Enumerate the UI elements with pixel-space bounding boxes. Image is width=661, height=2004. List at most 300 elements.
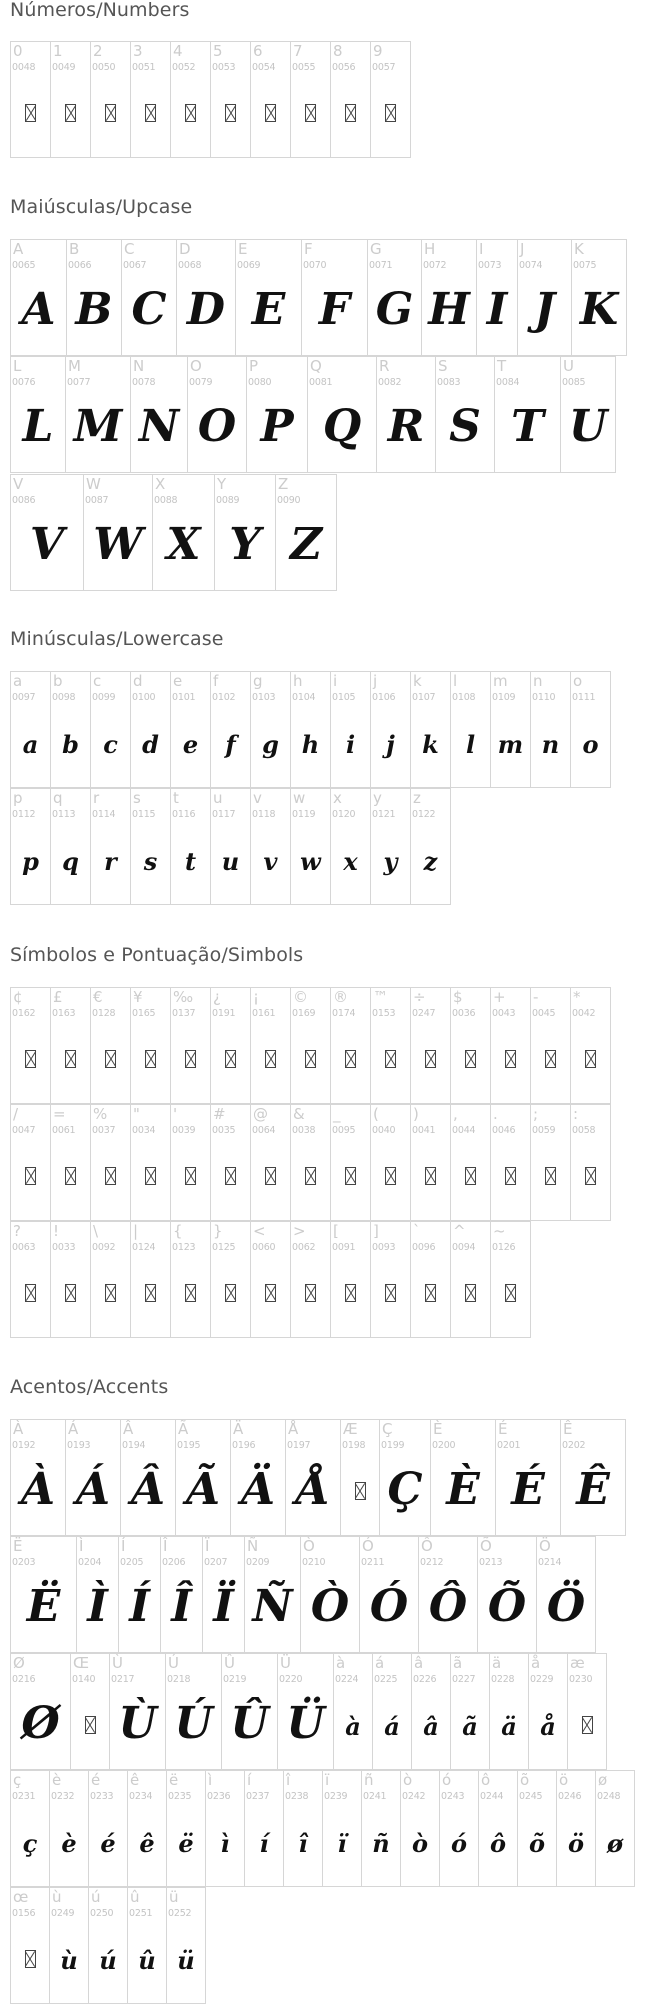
glyph-char-label: ¡ [253,988,260,1006]
missing-glyph-icon [11,1949,49,1973]
section-title-upcase: Maiúsculas/Upcase [10,196,193,218]
glyph-cell [290,1221,331,1338]
glyph-code-label: 0080 [248,377,272,388]
glyph-cell [410,1104,451,1221]
glyph-char-label: ê [130,1771,140,1789]
glyph-cell [450,671,491,788]
glyph-sample: Ù [118,1698,157,1749]
glyph-code-label: 0079 [189,377,213,388]
glyph-char-label: è [52,1771,62,1789]
glyph-code-label: 0206 [162,1557,186,1568]
glyph-char-label: ø [598,1771,608,1789]
glyph-code-label: 0104 [292,692,316,703]
glyph-char-label: ; [533,1105,539,1123]
missing-glyph-icon [341,1481,379,1505]
glyph-cell [230,1419,286,1536]
glyph-sample: G [375,284,414,335]
glyph-cell [490,1104,531,1221]
glyph-cell [450,1104,491,1221]
glyph-char-label: Ø [13,1654,25,1672]
glyph-cell [166,1887,206,2004]
glyph-sample: b [62,730,79,759]
glyph-code-label: 0121 [372,809,396,820]
glyph-sample: O [197,401,237,452]
missing-glyph-icon [568,1715,606,1739]
glyph-code-label: 0051 [132,62,156,73]
glyph-cell [285,1419,341,1536]
glyph-cell [130,1221,171,1338]
glyph-cell [160,1536,203,1653]
glyph-code-label: 0251 [129,1908,153,1919]
glyph-code-label: 0039 [172,1125,196,1136]
glyph-char-label: q [53,789,63,807]
glyph-char-label: Œ [73,1654,90,1672]
glyph-char-label: | [133,1222,139,1240]
glyph-code-label: 0099 [92,692,116,703]
glyph-cell [90,788,131,905]
glyph-cell [165,1653,222,1770]
missing-glyph-icon [331,1283,370,1307]
glyph-code-label: 0034 [132,1125,156,1136]
glyph-cell [130,356,188,473]
glyph-code-label: 0224 [335,1674,359,1685]
glyph-char-label: K [574,240,584,258]
glyph-char-label: t [173,789,179,807]
glyph-cell [560,1419,626,1536]
glyph-code-label: 0231 [12,1791,36,1802]
glyph-sample: Ë [26,1581,61,1632]
glyph-code-label: 0140 [72,1674,96,1685]
glyph-sample: q [62,847,79,876]
missing-glyph-icon [91,1283,130,1307]
glyph-code-label: 0212 [420,1557,444,1568]
glyph-code-label: 0082 [378,377,402,388]
glyph-char-label: I [479,240,484,258]
glyph-char-label: V [13,475,24,493]
glyph-cell [210,1104,251,1221]
glyph-code-label: 0040 [372,1125,396,1136]
glyph-sample: À [20,1464,56,1515]
glyph-code-label: 0229 [530,1674,554,1685]
glyph-cell [10,1419,66,1536]
glyph-cell [570,671,611,788]
glyph-cell [370,671,411,788]
glyph-code-label: 0220 [279,1674,303,1685]
missing-glyph-icon [131,103,170,127]
glyph-cell [170,987,211,1104]
glyph-code-label: 0098 [52,692,76,703]
glyph-sample: í [259,1829,269,1858]
glyph-code-label: 0213 [479,1557,503,1568]
missing-glyph-icon [11,103,50,127]
glyph-sample: j [386,730,395,759]
glyph-char-label: Ã [178,1420,189,1438]
glyph-row [10,41,410,158]
glyph-char-label: ^ [453,1222,466,1240]
missing-glyph-icon [531,1049,570,1073]
glyph-sample: à [345,1712,361,1741]
glyph-char-label: ä [492,1654,502,1672]
glyph-char-label: # [213,1105,226,1123]
glyph-char-label: ò [403,1771,413,1789]
glyph-code-label: 0036 [452,1008,476,1019]
glyph-cell [494,356,561,473]
missing-glyph-icon [251,103,290,127]
glyph-sample: I [486,284,508,335]
glyph-code-label: 0063 [12,1242,36,1253]
glyph-sample: ü [177,1946,195,1975]
missing-glyph-icon [451,1166,490,1190]
glyph-char-label: œ [13,1888,29,1906]
glyph-char-label: À [13,1420,24,1438]
glyph-char-label: Z [278,475,289,493]
glyph-char-label: > [293,1222,306,1240]
glyph-cell [290,41,331,158]
glyph-code-label: 0217 [111,1674,135,1685]
glyph-sample: ã [462,1712,478,1741]
glyph-code-label: 0122 [412,809,436,820]
glyph-cell [170,788,211,905]
glyph-cell [170,671,211,788]
glyph-char-label: W [86,475,101,493]
glyph-code-label: 0153 [372,1008,396,1019]
glyph-code-label: 0232 [51,1791,75,1802]
glyph-code-label: 0174 [332,1008,356,1019]
glyph-char-label: . [493,1105,498,1123]
glyph-code-label: 0169 [292,1008,316,1019]
glyph-sample: á [384,1712,400,1741]
glyph-char-label: J [520,240,525,258]
glyph-cell [187,356,247,473]
section-title-accents: Acentos/Accents [10,1376,169,1398]
glyph-code-label: 0062 [292,1242,316,1253]
glyph-code-label: 0249 [51,1908,75,1919]
glyph-sample: ù [60,1946,78,1975]
glyph-sample: Ö [546,1581,586,1632]
glyph-sample: è [61,1829,77,1858]
glyph-code-label: 0163 [52,1008,76,1019]
glyph-cell [205,1770,245,1887]
glyph-cell [210,788,251,905]
glyph-char-label: Ä [233,1420,244,1438]
glyph-sample: Ì [87,1581,108,1632]
glyph-cell [121,239,177,356]
glyph-cell [210,41,251,158]
glyph-sample: È [446,1464,480,1515]
missing-glyph-icon [11,1049,50,1073]
missing-glyph-icon [251,1166,290,1190]
glyph-code-label: 0058 [572,1125,596,1136]
glyph-code-label: 0043 [492,1008,516,1019]
glyph-cell [65,356,131,473]
glyph-cell [10,1536,77,1653]
glyph-sample: Ä [240,1464,276,1515]
glyph-char-label: ` [413,1222,421,1240]
glyph-code-label: 0045 [532,1008,556,1019]
glyph-sample: ä [501,1712,517,1741]
glyph-code-label: 0112 [12,809,36,820]
missing-glyph-icon [251,1283,290,1307]
glyph-code-label: 0218 [167,1674,191,1685]
glyph-row [10,474,336,591]
glyph-sample: Ê [576,1464,610,1515]
glyph-code-label: 0197 [287,1440,311,1451]
glyph-char-label: Î [163,1537,168,1555]
glyph-code-label: 0077 [67,377,91,388]
glyph-char-label: Ù [112,1654,123,1672]
glyph-cell [127,1770,167,1887]
glyph-char-label: ÷ [413,988,426,1006]
glyph-cell [90,671,131,788]
glyph-sample: Q [322,401,362,452]
glyph-char-label: Æ [343,1420,358,1438]
glyph-code-label: 0101 [172,692,196,703]
glyph-code-label: 0085 [562,377,586,388]
glyph-sample: ê [139,1829,155,1858]
glyph-cell [50,1104,91,1221]
glyph-cell [490,1221,531,1338]
glyph-sample: Î [171,1581,192,1632]
glyph-char-label: m [493,672,508,690]
glyph-cell [166,1770,206,1887]
missing-glyph-icon [131,1166,170,1190]
glyph-code-label: 0252 [168,1908,192,1919]
glyph-code-label: 0093 [372,1242,396,1253]
glyph-sample: S [449,401,481,452]
missing-glyph-icon [451,1049,490,1073]
glyph-sample: W [93,519,143,570]
glyph-sample: ó [450,1829,467,1858]
glyph-sample: ì [220,1829,230,1858]
glyph-cell [333,1653,373,1770]
glyph-cell [250,41,291,158]
glyph-cell [10,1221,51,1338]
glyph-row [10,1770,634,1887]
glyph-code-label: 0214 [538,1557,562,1568]
glyph-char-label: d [133,672,143,690]
glyph-cell [88,1887,128,2004]
glyph-char-label: e [173,672,183,690]
glyph-cell [560,356,616,473]
glyph-cell [490,671,531,788]
glyph-code-label: 0102 [212,692,236,703]
glyph-char-label: v [253,789,262,807]
glyph-char-label: Â [123,1420,134,1438]
glyph-cell [66,239,122,356]
glyph-code-label: 0226 [413,1674,437,1685]
glyph-code-label: 0243 [441,1791,465,1802]
glyph-char-label: ) [413,1105,419,1123]
glyph-cell [250,1221,291,1338]
glyph-code-label: 0110 [532,692,556,703]
glyph-cell [530,987,571,1104]
glyph-code-label: 0048 [12,62,36,73]
glyph-code-label: 0117 [212,809,236,820]
glyph-char-label: c [93,672,102,690]
glyph-sample: s [143,847,158,876]
glyph-code-label: 0123 [172,1242,196,1253]
glyph-char-label: õ [520,1771,530,1789]
missing-glyph-icon [171,1166,210,1190]
glyph-char-label: G [370,240,382,258]
glyph-char-label: S [438,357,448,375]
glyph-code-label: 0201 [497,1440,521,1451]
glyph-char-label: ô [481,1771,491,1789]
glyph-cell [275,474,337,591]
glyph-sample: Ç [387,1464,423,1515]
glyph-sample: L [22,401,54,452]
glyph-code-label: 0049 [52,62,76,73]
glyph-sample: Â [130,1464,166,1515]
missing-glyph-icon [331,1166,370,1190]
glyph-char-label: æ [570,1654,585,1672]
missing-glyph-icon [91,1049,130,1073]
glyph-code-label: 0116 [172,809,196,820]
glyph-sample: Ø [21,1698,60,1749]
glyph-code-label: 0114 [92,809,116,820]
glyph-char-label: Ç [382,1420,393,1438]
glyph-char-label: f [213,672,219,690]
glyph-char-label: U [563,357,574,375]
glyph-char-label: ó [442,1771,452,1789]
glyph-code-label: 0089 [216,495,240,506]
glyph-char-label: Ñ [247,1537,259,1555]
glyph-char-label: ï [325,1771,330,1789]
glyph-code-label: 0118 [252,809,276,820]
glyph-char-label: < [253,1222,266,1240]
glyph-char-label: F [304,240,313,258]
glyph-cell [176,239,236,356]
glyph-cell [290,671,331,788]
glyph-sample: Û [230,1698,269,1749]
glyph-char-label: Û [224,1654,235,1672]
glyph-sample: r [104,847,117,876]
glyph-char-label: Å [288,1420,299,1438]
glyph-cell [410,671,451,788]
glyph-char-label: C [124,240,135,258]
glyph-cell [359,1536,419,1653]
glyph-cell [283,1770,323,1887]
glyph-sample: g [262,730,279,759]
glyph-sample: ë [178,1829,194,1858]
glyph-code-label: 0124 [132,1242,156,1253]
glyph-row [10,987,610,1104]
glyph-code-label: 0055 [292,62,316,73]
glyph-char-label: Ë [13,1537,23,1555]
glyph-code-label: 0239 [324,1791,348,1802]
glyph-char-label: p [13,789,23,807]
glyph-code-label: 0033 [52,1242,76,1253]
glyph-sample: ô [489,1829,506,1858]
glyph-code-label: 0200 [432,1440,456,1451]
glyph-code-label: 0216 [12,1674,36,1685]
missing-glyph-icon [531,1166,570,1190]
glyph-cell [10,41,51,158]
glyph-cell [202,1536,245,1653]
glyph-char-label: ã [453,1654,463,1672]
glyph-char-label: © [293,988,308,1006]
glyph-cell [90,987,131,1104]
missing-glyph-icon [491,1049,530,1073]
glyph-char-label: y [373,789,382,807]
glyph-cell [528,1653,568,1770]
glyph-char-label: Ö [539,1537,551,1555]
glyph-sample: y [383,847,398,876]
glyph-sample: a [22,730,39,759]
glyph-cell [330,1221,371,1338]
glyph-char-label: + [493,988,506,1006]
glyph-char-label: P [249,357,259,375]
glyph-sample: o [582,730,599,759]
glyph-char-label: 5 [213,42,223,60]
glyph-char-label: L [13,357,22,375]
glyph-code-label: 0054 [252,62,276,73]
glyph-cell [76,1536,119,1653]
glyph-sample: R [387,401,425,452]
missing-glyph-icon [411,1049,450,1073]
glyph-char-label: å [531,1654,541,1672]
glyph-char-label: { [173,1222,183,1240]
glyph-code-label: 0061 [52,1125,76,1136]
glyph-cell [50,1221,91,1338]
glyph-cell [495,1419,561,1536]
glyph-char-label: N [133,357,145,375]
glyph-code-label: 0194 [122,1440,146,1451]
glyph-cell [450,1221,491,1338]
glyph-char-label: h [293,672,303,690]
glyph-cell [109,1653,166,1770]
missing-glyph-icon [291,1283,330,1307]
glyph-code-label: 0161 [252,1008,276,1019]
glyph-code-label: 0126 [492,1242,516,1253]
missing-glyph-icon [411,1166,450,1190]
glyph-char-label: È [433,1420,443,1438]
glyph-sample: î [298,1829,308,1858]
glyph-cell [556,1770,596,1887]
glyph-char-label: E [238,240,248,258]
glyph-cell [50,41,91,158]
glyph-char-label: Ú [168,1654,179,1672]
glyph-sample: D [186,284,226,335]
glyph-char-label: z [413,789,421,807]
glyph-char-label: " [133,1105,140,1123]
glyph-sample: ö [567,1829,584,1858]
glyph-code-label: 0090 [277,495,301,506]
glyph-code-label: 0120 [332,809,356,820]
glyph-code-label: 0056 [332,62,356,73]
glyph-cell [340,1419,380,1536]
glyph-cell [370,788,411,905]
glyph-code-label: 0202 [562,1440,586,1451]
glyph-sample: Ã [185,1464,221,1515]
glyph-char-label: r [93,789,100,807]
glyph-cell [400,1770,440,1887]
glyph-cell [570,1104,611,1221]
glyph-code-label: 0081 [309,377,333,388]
glyph-cell [571,239,627,356]
glyph-code-label: 0053 [212,62,236,73]
glyph-char-label: 2 [93,42,103,60]
glyph-sample: v [263,847,278,876]
missing-glyph-icon [91,103,130,127]
glyph-char-label: & [293,1105,305,1123]
glyph-code-label: 0046 [492,1125,516,1136]
glyph-code-label: 0041 [412,1125,436,1136]
glyph-char-label: k [413,672,422,690]
glyph-cell [127,1887,167,2004]
glyph-sample: u [221,847,240,876]
glyph-code-label: 0211 [361,1557,385,1568]
